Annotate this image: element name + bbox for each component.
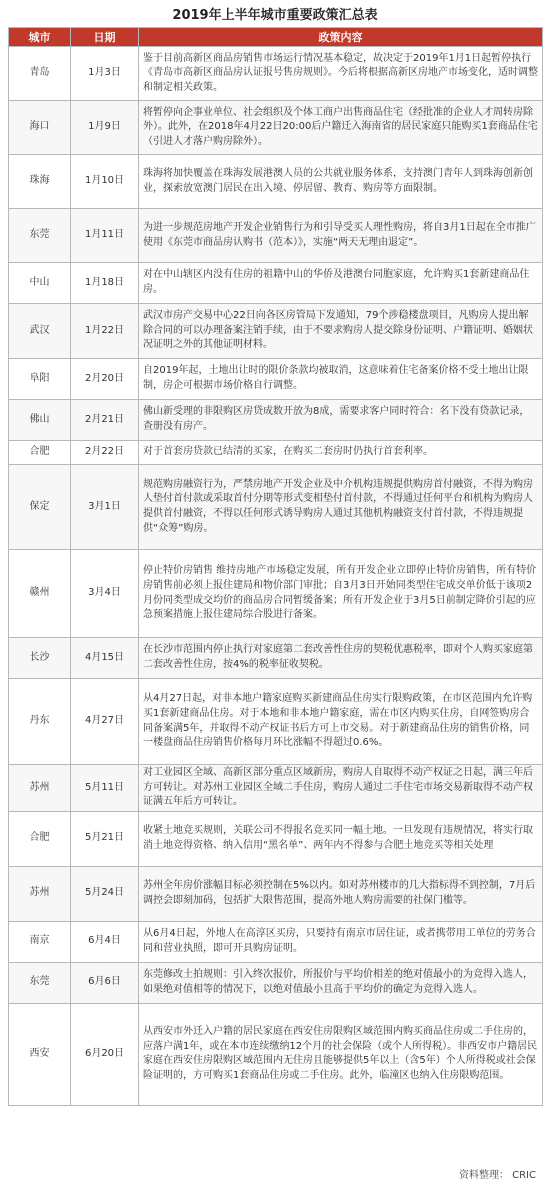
content-cell: 从6月4日起，外地人在高淳区买房，只要持有南京市居住证，或者携带用工单位的劳务合同和营业执照，即可开具购房证明。	[139, 921, 543, 962]
date-cell: 4月27日	[71, 679, 139, 765]
table-row	[9, 1003, 543, 1105]
table-row	[9, 101, 543, 155]
city-cell: 合肥	[9, 811, 71, 866]
table-body	[9, 47, 543, 1106]
content-cell: 鉴于目前高新区商品房销售市场运行情况基本稳定，故决定于2019年1月1日起暂停执行《青岛市高新区商品房认证报号售房规则》。今后将根据高新区房地产市场变化，适时调整和制定相关政策。	[139, 47, 543, 101]
date-cell: 2月20日	[71, 359, 139, 400]
content-cell: 对工业园区全域、高新区部分重点区域新房，购房人自取得不动产权证之日起，满三年后方可转让。对苏州工业园区全域二手住房，购房人通过二手住宅市场交易新取得不动产权证满五年后方可转让。	[139, 765, 543, 812]
content-cell: 将暂停向企事业单位、社会组织及个体工商户出售商品住宅（经批准的企业人才周转房除外）。此外，在2018年4月22日20:00后户籍迁入海南省的居民家庭只能购买1套商品住宅（引进人才落户购房除外）。	[139, 101, 543, 155]
source-note: 资料整理： CRIC	[458, 1170, 536, 1181]
table-row	[9, 921, 543, 962]
city-cell: 长沙	[9, 638, 71, 679]
table-row	[9, 209, 543, 263]
date-cell: 1月10日	[71, 155, 139, 209]
table-title: 2019年上半年城市重要政策汇总表	[172, 8, 378, 23]
content-cell: 苏州全年房价涨幅目标必须控制在5%以内。如对苏州楼市的几大指标得不到控制，7月后调控会即刻加码，包括扩大限售范围，提高外地人购房需要的社保门槛等。	[139, 866, 543, 921]
table-row	[9, 638, 543, 679]
city-cell: 东莞	[9, 962, 71, 1003]
content-cell: 从西安市外迁入户籍的居民家庭在西安住房限购区域范围内购买商品住房或二手住房的，应落户满1年，或在本市连续缴纳12个月的社会保险（或个人所得税）。非西安市户籍居民家庭在西安住房限购区域范围内无住房且能够提供5年以上（含5年）个人所得税或社会保险证明的，方可购买1套商品住房或二手住房。此外，临潼区也纳入住房限购范围。	[139, 1003, 543, 1105]
date-cell: 3月4日	[71, 550, 139, 638]
table-row	[9, 679, 543, 765]
date-cell: 1月18日	[71, 263, 139, 304]
date-cell: 2月22日	[71, 441, 139, 465]
date-cell: 1月9日	[71, 101, 139, 155]
city-cell: 佛山	[9, 400, 71, 441]
date-cell: 2月21日	[71, 400, 139, 441]
header-city: 城市	[9, 28, 71, 47]
table-row	[9, 866, 543, 921]
date-cell: 4月15日	[71, 638, 139, 679]
date-cell: 1月22日	[71, 304, 139, 359]
city-cell: 保定	[9, 465, 71, 550]
table-row	[9, 263, 543, 304]
date-cell: 5月11日	[71, 765, 139, 812]
table-row	[9, 359, 543, 400]
table-row	[9, 47, 543, 101]
content-cell: 规范购房融资行为，严禁房地产开发企业及中介机构违规提供购房首付融资，不得为购房人垫付首付款或采取首付分期等形式变相垫付首付款，不得通过任何平台和机构为购房人提供首付融资，不得以任何形式诱导购房人通过其他机构融资支付首付款，不得违规提供“众筹”购房。	[139, 465, 543, 550]
date-cell: 5月21日	[71, 811, 139, 866]
city-cell: 赣州	[9, 550, 71, 638]
date-cell: 6月4日	[71, 921, 139, 962]
table-row	[9, 441, 543, 465]
city-cell: 苏州	[9, 765, 71, 812]
city-cell: 青岛	[9, 47, 71, 101]
header-date: 日期	[71, 28, 139, 47]
city-cell: 武汉	[9, 304, 71, 359]
date-cell: 1月11日	[71, 209, 139, 263]
city-cell: 阜阳	[9, 359, 71, 400]
date-cell: 6月6日	[71, 962, 139, 1003]
content-cell: 收紧土地竞买规则，关联公司不得报名竞买同一幅土地。一旦发现有违规情况，将实行取消土地竞得资格、纳入信用“黑名单”、两年内不得参与合肥土地竞买等相关处理	[139, 811, 543, 866]
city-cell: 丹东	[9, 679, 71, 765]
content-cell: 自2019年起，土地出让时的限价条款均被取消，这意味着住宅备案价格不受土地出让限制，房企可根据市场价格自行调整。	[139, 359, 543, 400]
content-cell: 停止特价房销售 维持房地产市场稳定发展，所有开发企业立即停止特价房销售，所有特价房销售前必须上报住建局和物价部门审批；自3月3日开始同类型住宅成交单价低于该项2月份同类型成交均价的商品房合同暂缓备案；所有开发企业于3月5日前制定降价引起的应急预案措施上报住建局综合股进行备案。	[139, 550, 543, 638]
table-row	[9, 962, 543, 1003]
date-cell: 6月20日	[71, 1003, 139, 1105]
content-cell: 对于首套房贷款已结清的买家，在购买二套房时仍执行首套利率。	[139, 441, 543, 465]
date-cell: 5月24日	[71, 866, 139, 921]
content-cell: 东莞修改土拍规则：引入终次报价，所报价与平均价相差的绝对值最小的为竞得入选人，如果绝对值相等的情况下，以绝对值最小且高于平均价的确定为竞得入选人。	[139, 962, 543, 1003]
content-cell: 武汉市房产交易中心22日向各区房管局下发通知，79个涉稳楼盘项目，凡购房人提出解除合同的可以办理备案注销手续，由于不要求购房人提交除身份证明、户籍证明、婚姻状况证明之外的其他证明材料。	[139, 304, 543, 359]
content-cell: 佛山新受理的非限购区房贷成数开放为8成，需要求客户同时符合：名下没有贷款记录，查册没有房产。	[139, 400, 543, 441]
table-row	[9, 550, 543, 638]
content-cell: 为进一步规范房地产开发企业销售行为和引导受买人理性购房，将自3月1日起在全市推广使用《东莞市商品房认购书（范本）》，实施“两天无理由退定”。	[139, 209, 543, 263]
content-cell: 在长沙市范围内停止执行对家庭第二套改善性住房的契税优惠税率，即对个人购买家庭第二套改善性住房，按4%的税率征收契税。	[139, 638, 543, 679]
city-cell: 海口	[9, 101, 71, 155]
table-row	[9, 811, 543, 866]
header-row	[9, 28, 543, 47]
table-row	[9, 465, 543, 550]
table-row	[9, 765, 543, 812]
content-cell: 从4月27日起，对非本地户籍家庭购买新建商品住房实行限购政策，在市区范围内允许购买1套新建商品住房。对于本地和非本地户籍家庭，需在市区内购买住房，自网签购房合同备案满5年，并取得不动产权证书后方可上市交易。对于新建商品住房的销售价格，同一楼盘商品住房销售价格每月环比涨幅不得超过0.6%。	[139, 679, 543, 765]
city-cell: 西安	[9, 1003, 71, 1105]
header-content: 政策内容	[139, 28, 543, 47]
content-cell: 珠海将加快覆盖在珠海发展港澳人员的公共就业服务体系，支持澳门青年人到珠海创新创业，探索放宽澳门居民在出入境、停居留、教育、购房等方面限制。	[139, 155, 543, 209]
city-cell: 南京	[9, 921, 71, 962]
policy-table	[8, 27, 543, 1106]
table-row	[9, 400, 543, 441]
date-cell: 3月1日	[71, 465, 139, 550]
city-cell: 中山	[9, 263, 71, 304]
city-cell: 东莞	[9, 209, 71, 263]
city-cell: 苏州	[9, 866, 71, 921]
city-cell: 珠海	[9, 155, 71, 209]
table-row	[9, 304, 543, 359]
content-cell: 对在中山辖区内没有住房的祖籍中山的华侨及港澳台同胞家庭，允许购买1套新建商品住房。	[139, 263, 543, 304]
table-row	[9, 155, 543, 209]
city-cell: 合肥	[9, 441, 71, 465]
date-cell: 1月3日	[71, 47, 139, 101]
